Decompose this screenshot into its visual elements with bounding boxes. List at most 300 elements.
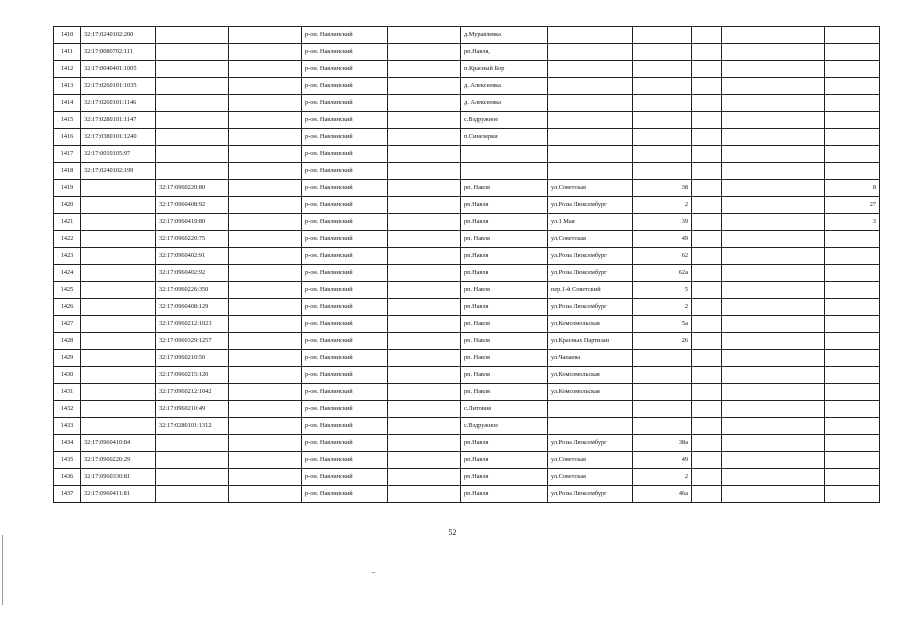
house-number-cell: 5а: [633, 316, 692, 333]
row-number-cell: 1421: [54, 214, 81, 231]
empty-column-4-cell: [722, 180, 825, 197]
empty-column-cell: [229, 146, 302, 163]
empty-column-3-cell: [692, 129, 722, 146]
count-cell: [825, 418, 880, 435]
count-cell: [825, 316, 880, 333]
empty-column-2-cell: [388, 44, 461, 61]
table-row: [54, 248, 880, 265]
empty-column-3-cell: [692, 44, 722, 61]
settlement-cell: рп.Навля: [461, 486, 548, 503]
empty-column-4-cell: [722, 163, 825, 180]
settlement-cell: рп.Навля: [461, 299, 548, 316]
street-cell: ул.Розы Люксембург: [548, 299, 633, 316]
table-row: [54, 44, 880, 61]
page-number: 52: [448, 528, 457, 537]
table-row: [54, 61, 880, 78]
cadastral-number-b-cell: [156, 61, 229, 78]
table-row: [54, 401, 880, 418]
cadastral-number-b-cell: [156, 486, 229, 503]
street-cell: ул.Комсомольская: [548, 367, 633, 384]
house-number-cell: [633, 401, 692, 418]
count-cell: [825, 384, 880, 401]
empty-column-3-cell: [692, 214, 722, 231]
cadastral-number-b-cell: [156, 95, 229, 112]
house-number-cell: [633, 78, 692, 95]
empty-column-2-cell: [388, 248, 461, 265]
count-cell: [825, 129, 880, 146]
house-number-cell: [633, 61, 692, 78]
table-row: [54, 112, 880, 129]
house-number-cell: [633, 95, 692, 112]
empty-column-4-cell: [722, 418, 825, 435]
empty-column-2-cell: [388, 95, 461, 112]
empty-column-2-cell: [388, 27, 461, 44]
settlement-cell: рп. Навля: [461, 282, 548, 299]
house-number-cell: [633, 146, 692, 163]
cadastral-number-b-cell: [156, 129, 229, 146]
empty-column-3-cell: [692, 469, 722, 486]
settlement-cell: рп.Навля: [461, 435, 548, 452]
empty-column-4-cell: [722, 333, 825, 350]
empty-column-3-cell: [692, 435, 722, 452]
district-cell: р-он. Навлинский: [302, 248, 388, 265]
empty-column-2-cell: [388, 299, 461, 316]
cadastral-number-b-cell: 32:17:0280101:1312: [156, 418, 229, 435]
settlement-cell: с.Вздружное: [461, 418, 548, 435]
empty-column-2-cell: [388, 197, 461, 214]
empty-column-cell: [229, 350, 302, 367]
empty-column-cell: [229, 180, 302, 197]
table-row: [54, 282, 880, 299]
empty-column-cell: [229, 384, 302, 401]
cadastral-number-a-cell: [81, 316, 156, 333]
empty-column-3-cell: [692, 180, 722, 197]
count-cell: 8: [825, 180, 880, 197]
house-number-cell: 2: [633, 299, 692, 316]
empty-column-4-cell: [722, 197, 825, 214]
district-cell: р-он. Навлинский: [302, 384, 388, 401]
settlement-cell: рп.Навля: [461, 452, 548, 469]
street-cell: ул.Розы Люксембург: [548, 486, 633, 503]
empty-column-cell: [229, 197, 302, 214]
empty-column-cell: [229, 27, 302, 44]
empty-column-2-cell: [388, 350, 461, 367]
district-cell: р-он. Навлинский: [302, 180, 388, 197]
empty-column-4-cell: [722, 452, 825, 469]
empty-column-3-cell: [692, 95, 722, 112]
house-number-cell: 49: [633, 452, 692, 469]
house-number-cell: [633, 27, 692, 44]
empty-column-3-cell: [692, 112, 722, 129]
district-cell: р-он. Навлинский: [302, 78, 388, 95]
empty-column-3-cell: [692, 163, 722, 180]
count-cell: [825, 231, 880, 248]
row-number-cell: 1437: [54, 486, 81, 503]
house-number-cell: 62: [633, 248, 692, 265]
district-cell: р-он. Навлинский: [302, 299, 388, 316]
scan-mark-left: [2, 535, 3, 605]
empty-column-3-cell: [692, 299, 722, 316]
cadastral-number-a-cell: [81, 333, 156, 350]
house-number-cell: [633, 367, 692, 384]
empty-column-4-cell: [722, 265, 825, 282]
row-number-cell: 1428: [54, 333, 81, 350]
empty-column-4-cell: [722, 27, 825, 44]
row-number-cell: 1423: [54, 248, 81, 265]
row-number-cell: 1429: [54, 350, 81, 367]
settlement-cell: рп.Навля: [461, 265, 548, 282]
empty-column-cell: [229, 214, 302, 231]
count-cell: [825, 367, 880, 384]
settlement-cell: д. Алексеевка: [461, 95, 548, 112]
empty-column-2-cell: [388, 163, 461, 180]
settlement-cell: рп. Навля: [461, 231, 548, 248]
cadastral-number-b-cell: [156, 435, 229, 452]
cadastral-number-a-cell: [81, 248, 156, 265]
empty-column-4-cell: [722, 78, 825, 95]
empty-column-4-cell: [722, 214, 825, 231]
cadastral-number-a-cell: [81, 367, 156, 384]
street-cell: ул.Советская: [548, 231, 633, 248]
house-number-cell: [633, 112, 692, 129]
row-number-cell: 1431: [54, 384, 81, 401]
house-number-cell: [633, 384, 692, 401]
district-cell: р-он. Навлинский: [302, 129, 388, 146]
table-row: [54, 95, 880, 112]
table-row: [54, 265, 880, 282]
count-cell: [825, 401, 880, 418]
house-number-cell: 2: [633, 469, 692, 486]
cadastral-number-b-cell: 32:17:0960402:92: [156, 265, 229, 282]
empty-column-2-cell: [388, 367, 461, 384]
count-cell: [825, 486, 880, 503]
cadastral-number-b-cell: 32:17:0960408:129: [156, 299, 229, 316]
district-cell: р-он. Навлинский: [302, 333, 388, 350]
row-number-cell: 1422: [54, 231, 81, 248]
table-row: [54, 350, 880, 367]
empty-column-3-cell: [692, 486, 722, 503]
district-cell: р-он. Навлинский: [302, 163, 388, 180]
empty-column-4-cell: [722, 350, 825, 367]
empty-column-2-cell: [388, 78, 461, 95]
empty-column-cell: [229, 367, 302, 384]
cadastral-number-b-cell: [156, 27, 229, 44]
district-cell: р-он. Навлинский: [302, 265, 388, 282]
empty-column-cell: [229, 248, 302, 265]
table-row: [54, 367, 880, 384]
empty-column-3-cell: [692, 146, 722, 163]
settlement-cell: рп. Навля: [461, 180, 548, 197]
cadastral-number-a-cell: [81, 231, 156, 248]
table-row: [54, 333, 880, 350]
empty-column-cell: [229, 231, 302, 248]
house-number-cell: [633, 129, 692, 146]
empty-column-2-cell: [388, 435, 461, 452]
empty-column-2-cell: [388, 112, 461, 129]
register-table: [53, 26, 880, 503]
district-cell: р-он. Навлинский: [302, 61, 388, 78]
cadastral-number-a-cell: 32:17:0960220:29: [81, 452, 156, 469]
empty-column-cell: [229, 163, 302, 180]
cadastral-number-a-cell: [81, 384, 156, 401]
empty-column-3-cell: [692, 452, 722, 469]
empty-column-4-cell: [722, 401, 825, 418]
cadastral-number-b-cell: 32:17:0960226:350: [156, 282, 229, 299]
cadastral-number-a-cell: 32:17:0280101:1147: [81, 112, 156, 129]
street-cell: [548, 163, 633, 180]
row-number-cell: 1414: [54, 95, 81, 112]
district-cell: р-он. Навлинский: [302, 367, 388, 384]
row-number-cell: 1413: [54, 78, 81, 95]
street-cell: [548, 95, 633, 112]
empty-column-4-cell: [722, 316, 825, 333]
row-number-cell: 1410: [54, 27, 81, 44]
house-number-cell: [633, 418, 692, 435]
empty-column-2-cell: [388, 486, 461, 503]
cadastral-number-a-cell: [81, 350, 156, 367]
settlement-cell: рп. Навля: [461, 367, 548, 384]
row-number-cell: 1419: [54, 180, 81, 197]
cadastral-number-a-cell: 32:17:0240102:199: [81, 163, 156, 180]
empty-column-3-cell: [692, 231, 722, 248]
cadastral-number-b-cell: [156, 112, 229, 129]
empty-column-2-cell: [388, 418, 461, 435]
house-number-cell: 26: [633, 333, 692, 350]
table-row: [54, 435, 880, 452]
settlement-cell: рп.Навля,: [461, 44, 548, 61]
empty-column-3-cell: [692, 282, 722, 299]
count-cell: [825, 350, 880, 367]
settlement-cell: [461, 163, 548, 180]
count-cell: [825, 78, 880, 95]
empty-column-2-cell: [388, 401, 461, 418]
empty-column-3-cell: [692, 248, 722, 265]
count-cell: [825, 95, 880, 112]
table-row: [54, 78, 880, 95]
row-number-cell: 1420: [54, 197, 81, 214]
district-cell: р-он. Навлинский: [302, 316, 388, 333]
house-number-cell: 38: [633, 180, 692, 197]
empty-column-3-cell: [692, 350, 722, 367]
cadastral-number-b-cell: 32:17:0960212:1023: [156, 316, 229, 333]
cadastral-number-a-cell: [81, 197, 156, 214]
cadastral-number-b-cell: 32:17:0960220:80: [156, 180, 229, 197]
table-row: [54, 469, 880, 486]
empty-column-4-cell: [722, 299, 825, 316]
empty-column-cell: [229, 265, 302, 282]
street-cell: [548, 61, 633, 78]
empty-column-3-cell: [692, 384, 722, 401]
empty-column-3-cell: [692, 401, 722, 418]
table-row: [54, 214, 880, 231]
empty-column-cell: [229, 112, 302, 129]
empty-column-3-cell: [692, 316, 722, 333]
cadastral-number-b-cell: 32:17:0960215:120: [156, 367, 229, 384]
district-cell: р-он. Навлинский: [302, 27, 388, 44]
empty-column-cell: [229, 469, 302, 486]
cadastral-number-a-cell: [81, 180, 156, 197]
street-cell: ул.Советская: [548, 180, 633, 197]
count-cell: [825, 435, 880, 452]
cadastral-number-a-cell: 32:17:0260101:1146: [81, 95, 156, 112]
cadastral-number-a-cell: [81, 299, 156, 316]
settlement-cell: рп.Навля: [461, 469, 548, 486]
street-cell: пер.1-й Советский: [548, 282, 633, 299]
settlement-cell: д.Муравлевка: [461, 27, 548, 44]
house-number-cell: 49: [633, 231, 692, 248]
district-cell: р-он. Навлинский: [302, 486, 388, 503]
row-number-cell: 1416: [54, 129, 81, 146]
cadastral-number-a-cell: 32:17:0240102:200: [81, 27, 156, 44]
row-number-cell: 1432: [54, 401, 81, 418]
cadastral-number-a-cell: 32:17:0380101:1240: [81, 129, 156, 146]
cadastral-number-b-cell: 32:17:0960220:75: [156, 231, 229, 248]
settlement-cell: рп.Навля: [461, 248, 548, 265]
table-row: [54, 129, 880, 146]
table-row: [54, 384, 880, 401]
table-row: [54, 180, 880, 197]
cadastral-number-a-cell: 32:17:0010105:97: [81, 146, 156, 163]
table-row: [54, 163, 880, 180]
cadastral-number-a-cell: [81, 214, 156, 231]
house-number-cell: 39: [633, 214, 692, 231]
register-table-body: [54, 27, 880, 503]
row-number-cell: 1415: [54, 112, 81, 129]
empty-column-cell: [229, 486, 302, 503]
empty-column-cell: [229, 95, 302, 112]
street-cell: [548, 129, 633, 146]
street-cell: ул.Красных Партизан: [548, 333, 633, 350]
table-row: [54, 316, 880, 333]
empty-column-2-cell: [388, 146, 461, 163]
empty-column-2-cell: [388, 469, 461, 486]
empty-column-3-cell: [692, 61, 722, 78]
empty-column-4-cell: [722, 367, 825, 384]
empty-column-2-cell: [388, 61, 461, 78]
house-number-cell: 2: [633, 197, 692, 214]
empty-column-2-cell: [388, 316, 461, 333]
empty-column-4-cell: [722, 282, 825, 299]
settlement-cell: рп. Навля: [461, 384, 548, 401]
count-cell: [825, 333, 880, 350]
count-cell: 27: [825, 197, 880, 214]
empty-column-4-cell: [722, 469, 825, 486]
empty-column-4-cell: [722, 61, 825, 78]
row-number-cell: 1435: [54, 452, 81, 469]
count-cell: [825, 299, 880, 316]
empty-column-cell: [229, 333, 302, 350]
count-cell: [825, 27, 880, 44]
empty-column-cell: [229, 44, 302, 61]
empty-column-3-cell: [692, 333, 722, 350]
settlement-cell: рп.Навля: [461, 197, 548, 214]
district-cell: р-он. Навлинский: [302, 214, 388, 231]
table-row: [54, 486, 880, 503]
street-cell: ул.Комсомольская: [548, 384, 633, 401]
row-number-cell: 1412: [54, 61, 81, 78]
count-cell: 3: [825, 214, 880, 231]
settlement-cell: с.Вздружное: [461, 112, 548, 129]
row-number-cell: 1411: [54, 44, 81, 61]
empty-column-2-cell: [388, 265, 461, 282]
district-cell: р-он. Навлинский: [302, 401, 388, 418]
district-cell: р-он. Навлинский: [302, 282, 388, 299]
cadastral-number-a-cell: 32:17:0960411:81: [81, 486, 156, 503]
cadastral-number-a-cell: 32:17:0260101:1035: [81, 78, 156, 95]
count-cell: [825, 248, 880, 265]
empty-column-cell: [229, 435, 302, 452]
empty-column-4-cell: [722, 248, 825, 265]
settlement-cell: рп. Навля: [461, 316, 548, 333]
scan-mark-bottom: [372, 572, 375, 573]
empty-column-2-cell: [388, 231, 461, 248]
empty-column-2-cell: [388, 214, 461, 231]
street-cell: [548, 44, 633, 61]
settlement-cell: рп. Навля: [461, 333, 548, 350]
street-cell: ул.Советская: [548, 452, 633, 469]
settlement-cell: п.Красный Бор: [461, 61, 548, 78]
street-cell: ул.Розы Люксембург: [548, 265, 633, 282]
empty-column-2-cell: [388, 129, 461, 146]
house-number-cell: 38а: [633, 435, 692, 452]
cadastral-number-a-cell: 32:17:0040401:1005: [81, 61, 156, 78]
street-cell: ул.Розы Люксембург: [548, 248, 633, 265]
district-cell: р-он. Навлинский: [302, 146, 388, 163]
cadastral-number-b-cell: [156, 469, 229, 486]
count-cell: [825, 452, 880, 469]
empty-column-cell: [229, 452, 302, 469]
district-cell: р-он. Навлинский: [302, 469, 388, 486]
settlement-cell: рп.Навля: [461, 214, 548, 231]
street-cell: ул.Комсомольская: [548, 316, 633, 333]
empty-column-cell: [229, 78, 302, 95]
table-row: [54, 299, 880, 316]
count-cell: [825, 469, 880, 486]
street-cell: [548, 401, 633, 418]
settlement-cell: д. Алексеевка: [461, 78, 548, 95]
table-row: [54, 231, 880, 248]
district-cell: р-он. Навлинский: [302, 418, 388, 435]
empty-column-3-cell: [692, 367, 722, 384]
street-cell: [548, 418, 633, 435]
empty-column-2-cell: [388, 384, 461, 401]
empty-column-4-cell: [722, 112, 825, 129]
row-number-cell: 1418: [54, 163, 81, 180]
street-cell: ул.Советская: [548, 469, 633, 486]
table-row: [54, 418, 880, 435]
empty-column-2-cell: [388, 452, 461, 469]
cadastral-number-b-cell: 32:17:0960210:50: [156, 350, 229, 367]
empty-column-3-cell: [692, 418, 722, 435]
cadastral-number-b-cell: [156, 78, 229, 95]
cadastral-number-a-cell: 32:17:0080702:111: [81, 44, 156, 61]
empty-column-3-cell: [692, 197, 722, 214]
row-number-cell: 1427: [54, 316, 81, 333]
settlement-cell: с.Литовня: [461, 401, 548, 418]
cadastral-number-a-cell: [81, 282, 156, 299]
row-number-cell: 1424: [54, 265, 81, 282]
house-number-cell: [633, 163, 692, 180]
cadastral-number-a-cell: [81, 401, 156, 418]
empty-column-4-cell: [722, 129, 825, 146]
empty-column-4-cell: [722, 146, 825, 163]
cadastral-number-b-cell: 32:17:0960419:80: [156, 214, 229, 231]
row-number-cell: 1434: [54, 435, 81, 452]
street-cell: [548, 112, 633, 129]
table-row: [54, 197, 880, 214]
row-number-cell: 1425: [54, 282, 81, 299]
street-cell: ул.Розы Люксембург: [548, 197, 633, 214]
